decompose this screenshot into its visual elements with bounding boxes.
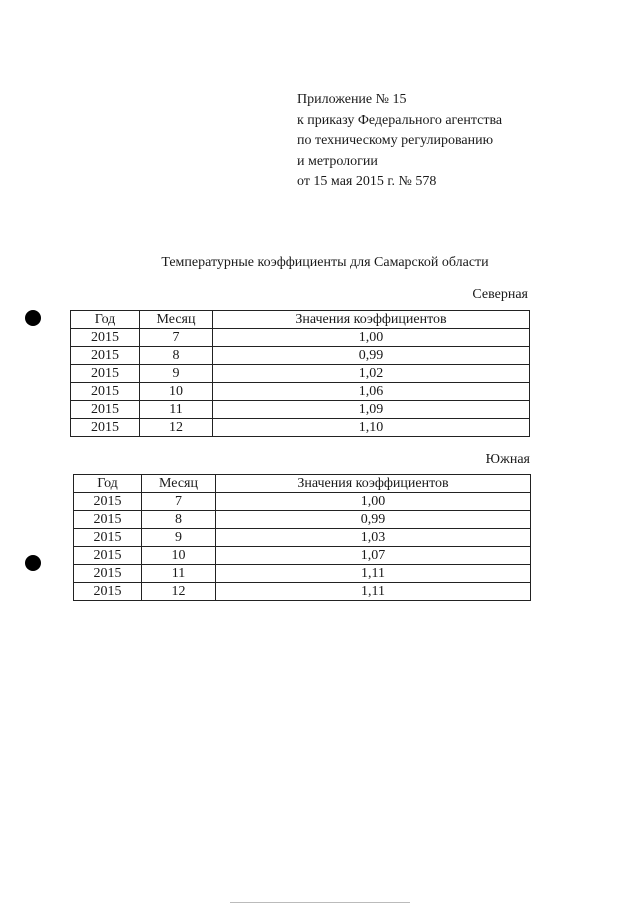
table-row	[71, 383, 530, 401]
cell-year: 2015	[71, 401, 140, 419]
table-row	[74, 547, 531, 565]
punch-hole-bottom	[25, 555, 41, 571]
cell-month: 7	[140, 329, 213, 347]
cell-month: 8	[140, 347, 213, 365]
table-row	[71, 419, 530, 437]
cell-value: 1,09	[213, 401, 530, 419]
cell-year: 2015	[71, 347, 140, 365]
cell-value: 1,00	[213, 329, 530, 347]
cell-value: 1,02	[213, 365, 530, 383]
header-line: и метрологии	[297, 153, 378, 169]
table-header-row	[71, 311, 530, 329]
cell-year: 2015	[74, 493, 142, 511]
region-label-north: Северная	[472, 287, 528, 302]
table-row	[74, 511, 531, 529]
cell-value: 1,06	[213, 383, 530, 401]
cell-value: 0,99	[213, 347, 530, 365]
cell-month: 11	[140, 401, 213, 419]
column-header-month: Месяц	[142, 475, 216, 493]
header-line: от 15 мая 2015 г. № 578	[297, 174, 437, 189]
cell-month: 12	[142, 583, 216, 601]
header-line: по техническому регулированию	[297, 133, 494, 148]
header-line: к приказу Федерального агентства	[297, 112, 503, 128]
cell-year: 2015	[74, 547, 142, 565]
cell-value: 1,03	[216, 529, 531, 547]
appendix-header	[297, 90, 502, 193]
cell-year: 2015	[74, 565, 142, 583]
cell-year: 2015	[71, 419, 140, 437]
table-row	[74, 583, 531, 601]
document-title: Температурные коэффициенты для Самарской области	[161, 255, 489, 270]
cell-month: 12	[140, 419, 213, 437]
cell-year: 2015	[74, 529, 142, 547]
table-row	[71, 329, 530, 347]
cell-value: 1,07	[216, 547, 531, 565]
table-row	[74, 565, 531, 583]
column-header-year: Год	[74, 475, 142, 493]
punch-hole-top	[25, 310, 41, 326]
cell-value: 1,11	[216, 565, 531, 583]
table-row	[74, 529, 531, 547]
cell-year: 2015	[74, 583, 142, 601]
cell-value: 1,11	[216, 583, 531, 601]
coefficients-table-north	[70, 310, 530, 437]
table-row	[71, 365, 530, 383]
cell-month: 9	[140, 365, 213, 383]
cell-month: 10	[140, 383, 213, 401]
cell-year: 2015	[71, 365, 140, 383]
cell-month: 7	[142, 493, 216, 511]
cell-month: 11	[142, 565, 216, 583]
coefficients-table-south	[73, 474, 531, 601]
table-row	[74, 493, 531, 511]
cell-year: 2015	[71, 383, 140, 401]
cell-month: 8	[142, 511, 216, 529]
cell-value: 1,10	[213, 419, 530, 437]
header-line: Приложение № 15	[297, 92, 407, 107]
table-row	[71, 401, 530, 419]
table-header-row	[74, 475, 531, 493]
column-header-value: Значения коэффициентов	[216, 475, 531, 493]
column-header-month: Месяц	[140, 311, 213, 329]
region-label-south: Южная	[485, 452, 530, 467]
cell-value: 1,00	[216, 493, 531, 511]
cell-year: 2015	[74, 511, 142, 529]
column-header-value: Значения коэффициентов	[213, 311, 530, 329]
cell-month: 10	[142, 547, 216, 565]
cell-month: 9	[142, 529, 216, 547]
cell-year: 2015	[71, 329, 140, 347]
table-row	[71, 347, 530, 365]
column-header-year: Год	[71, 311, 140, 329]
cell-value: 0,99	[216, 511, 531, 529]
page-edge-line	[230, 902, 410, 903]
